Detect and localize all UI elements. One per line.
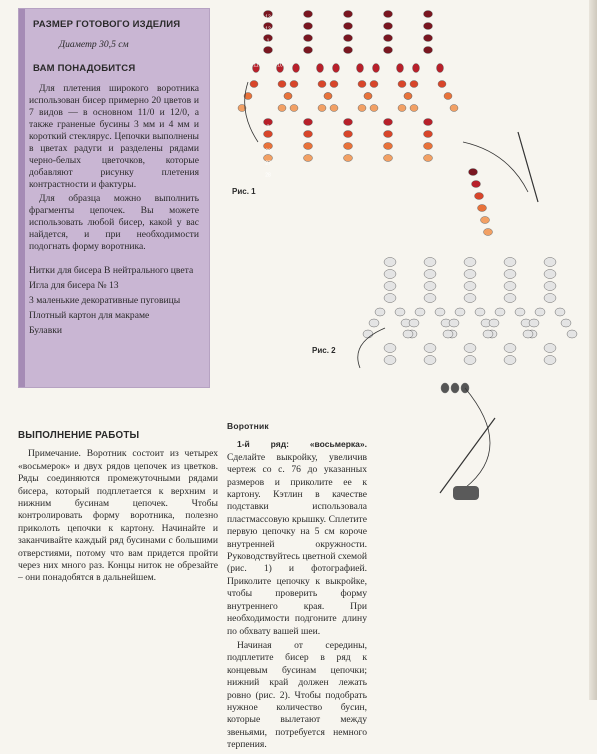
figure-1-label: Рис. 1 bbox=[232, 187, 256, 196]
bead bbox=[384, 356, 396, 365]
bead bbox=[544, 344, 556, 353]
materials-list-item: Игла для бисера № 13 bbox=[29, 280, 119, 291]
bead bbox=[451, 383, 459, 393]
materials-sidebar bbox=[18, 8, 210, 388]
bead bbox=[483, 330, 493, 338]
bead bbox=[504, 258, 516, 267]
bead bbox=[324, 93, 332, 100]
bead bbox=[250, 81, 258, 88]
bead bbox=[529, 319, 539, 327]
materials-paragraph-2: Для образца можно выполнить фрагменты цепочек. Вы можете использовать любой бисер, какой у вас найдется, и при необходимости подогнать форму воротника. bbox=[29, 193, 199, 252]
bead bbox=[278, 81, 286, 88]
bead bbox=[363, 330, 373, 338]
bead bbox=[344, 131, 353, 138]
collar-heading: Воротник bbox=[227, 421, 269, 431]
instructions-column bbox=[18, 430, 218, 587]
bead bbox=[504, 294, 516, 303]
bead bbox=[344, 35, 353, 42]
materials-list bbox=[29, 265, 199, 337]
bead bbox=[443, 330, 453, 338]
bead bbox=[344, 47, 353, 54]
bead bbox=[410, 105, 418, 112]
bead bbox=[358, 105, 366, 112]
collar-paragraph-2: Начиная от середины, подплетите бисер в ряд к концевым бусинам цепочки; нижний край должен лежать ровно (рис. 2). Чтобы подобрать нужное количество бусин, которые вылетают между звеньями, потребуется немного терпения. bbox=[227, 639, 367, 751]
bead bbox=[472, 181, 481, 188]
bead bbox=[410, 81, 418, 88]
page-gutter bbox=[589, 0, 597, 700]
bead bbox=[318, 105, 326, 112]
bead bbox=[435, 308, 445, 316]
bead bbox=[304, 35, 313, 42]
bead bbox=[304, 143, 313, 150]
bead bbox=[333, 64, 340, 73]
bead bbox=[424, 23, 433, 30]
bead bbox=[358, 81, 366, 88]
figure-1-beads bbox=[238, 11, 493, 236]
bead bbox=[304, 23, 313, 30]
materials-list-item: 3 маленькие декоративные пуговицы bbox=[29, 295, 181, 306]
bead bbox=[364, 93, 372, 100]
bead bbox=[484, 229, 493, 236]
needle-icon bbox=[440, 418, 495, 493]
bead-number-label: 10 bbox=[277, 62, 283, 69]
bead bbox=[278, 105, 286, 112]
bead-number-label: 13 bbox=[265, 14, 271, 21]
bead bbox=[567, 330, 577, 338]
bead bbox=[344, 155, 353, 162]
bead bbox=[413, 64, 420, 73]
bead-number-label: 12 bbox=[265, 26, 271, 33]
bead bbox=[384, 294, 396, 303]
bead bbox=[304, 131, 313, 138]
bead bbox=[424, 258, 436, 267]
bead bbox=[424, 143, 433, 150]
dark-bead bbox=[453, 486, 479, 500]
bead bbox=[544, 258, 556, 267]
row-label: 1-й ряд: «восьмерка». bbox=[237, 439, 367, 450]
figure-2-beads bbox=[363, 258, 577, 394]
collar-column bbox=[227, 420, 367, 754]
bead bbox=[424, 294, 436, 303]
bead bbox=[464, 270, 476, 279]
bead bbox=[489, 319, 499, 327]
bead bbox=[384, 258, 396, 267]
bead bbox=[384, 344, 396, 353]
bead bbox=[384, 282, 396, 291]
bead bbox=[424, 356, 436, 365]
bead bbox=[444, 93, 452, 100]
bead bbox=[504, 344, 516, 353]
bead bbox=[397, 64, 404, 73]
bead bbox=[357, 64, 364, 73]
bead bbox=[375, 308, 385, 316]
figure-1-bead-diagram bbox=[218, 2, 548, 262]
bead bbox=[384, 23, 393, 30]
bead bbox=[290, 81, 298, 88]
figure-2-label: Рис. 2 bbox=[312, 346, 336, 355]
bead bbox=[409, 319, 419, 327]
bead bbox=[330, 81, 338, 88]
bead bbox=[404, 93, 412, 100]
bead bbox=[424, 47, 433, 54]
bead bbox=[318, 81, 326, 88]
bead bbox=[424, 282, 436, 291]
sidebar-accent-bar bbox=[19, 9, 25, 387]
bead bbox=[424, 131, 433, 138]
bead bbox=[398, 105, 406, 112]
bead bbox=[449, 319, 459, 327]
bead bbox=[469, 169, 478, 176]
materials-list-item: Нитки для бисера В нейтрального цвета bbox=[29, 265, 194, 276]
figure-1-number-labels bbox=[253, 15, 283, 179]
thread-line bbox=[465, 388, 490, 488]
bead bbox=[544, 294, 556, 303]
bead bbox=[330, 105, 338, 112]
bead bbox=[424, 270, 436, 279]
bead-number-label: 11 bbox=[253, 62, 259, 69]
bead bbox=[415, 308, 425, 316]
bead-number-label: 26 bbox=[265, 148, 271, 155]
bead bbox=[304, 11, 313, 18]
bead bbox=[478, 205, 487, 212]
bead bbox=[424, 155, 433, 162]
diameter-text: Диаметр 30,5 см bbox=[59, 39, 129, 50]
bead bbox=[544, 282, 556, 291]
bead bbox=[475, 308, 485, 316]
instructions-heading: ВЫПОЛНЕНИЕ РАБОТЫ bbox=[18, 430, 140, 441]
size-title: РАЗМЕР ГОТОВОГО ИЗДЕЛИЯ bbox=[33, 19, 181, 30]
bead-number-label: 28 bbox=[265, 172, 271, 179]
bead bbox=[515, 308, 525, 316]
bead-number-label: 1 bbox=[266, 38, 270, 45]
bead bbox=[504, 282, 516, 291]
bead bbox=[544, 270, 556, 279]
bead bbox=[504, 270, 516, 279]
collar-paragraph-1-text: Сделайте выкройку, увеличив чертеж со с. 76 до указанных размеров и приколите ее к картону. Кэтлин в качестве подставки использовала пластмассовую крышку. Сплетите первую цепочку на 5 см короче внутренней окружности. Руководствуйтесь цветной схемой (рис. 1) и фотографией. Приколите цепочку к выкройке, чтобы проверить форму внутреннего края. При необходимости подгоните длину по обхвату вашей шеи. bbox=[227, 451, 367, 637]
bead bbox=[561, 319, 571, 327]
bead bbox=[369, 319, 379, 327]
bead bbox=[384, 131, 393, 138]
bead bbox=[373, 64, 380, 73]
bead bbox=[264, 47, 273, 54]
bead bbox=[344, 23, 353, 30]
bead bbox=[455, 308, 465, 316]
bead bbox=[464, 258, 476, 267]
materials-list-item: Плотный картон для макраме bbox=[29, 310, 150, 321]
bead bbox=[304, 155, 313, 162]
instructions-paragraph: Примечание. Воротник состоит из четырех «восьмерок» и двух рядов цепочек из цветков. Ряды соединяются промежуточными рядами бисера, который подплетается к верхним и нижним бусинам цепочек. Чтобы контролировать форму воротника, полезно приколоть цепочки к картону. Начинайте и заканчивайте каждый ряд бусинами с большими отверстиями, потому что вам придется пройти через них много раз. Концы ниток не обрезайте – они понадобятся в дальнейшем. bbox=[18, 448, 218, 584]
bead bbox=[464, 294, 476, 303]
bead bbox=[464, 356, 476, 365]
bead bbox=[304, 47, 313, 54]
bead bbox=[504, 356, 516, 365]
bead bbox=[317, 64, 324, 73]
bead bbox=[384, 155, 393, 162]
bead bbox=[344, 143, 353, 150]
bead bbox=[284, 93, 292, 100]
bead bbox=[424, 119, 433, 126]
figure-2-bead-diagram bbox=[345, 248, 595, 523]
bead bbox=[424, 11, 433, 18]
bead bbox=[450, 105, 458, 112]
bead bbox=[304, 119, 313, 126]
bead bbox=[384, 11, 393, 18]
bead bbox=[395, 308, 405, 316]
bead bbox=[370, 81, 378, 88]
bead bbox=[384, 119, 393, 126]
bead bbox=[437, 64, 444, 73]
bead bbox=[464, 344, 476, 353]
bead bbox=[495, 308, 505, 316]
bead bbox=[424, 344, 436, 353]
bead-number-label: 27 bbox=[265, 160, 271, 167]
collar-paragraph-1 bbox=[227, 438, 367, 638]
bead bbox=[384, 35, 393, 42]
bead bbox=[384, 270, 396, 279]
bead bbox=[424, 35, 433, 42]
bead bbox=[344, 119, 353, 126]
bead bbox=[344, 11, 353, 18]
materials-title: ВАМ ПОНАДОБИТСЯ bbox=[33, 63, 136, 74]
bead bbox=[481, 217, 490, 224]
bead bbox=[293, 64, 300, 73]
bead bbox=[290, 105, 298, 112]
materials-paragraph-1: Для плетения широкого воротника использован бисер примерно 20 цветов и 7 видов — в основном 11/0 и 12/0, а также граненые бусины 3 мм и 4 мм и короткий стеклярус. Цепочки выполнены в цветах радуги и разделены рядами черно-белых цветочков, которые добавляют рисунку плетения контрастности и фактуры. bbox=[29, 83, 199, 190]
bead bbox=[441, 383, 449, 393]
thread-line bbox=[245, 82, 258, 142]
bead bbox=[555, 308, 565, 316]
bead bbox=[264, 131, 273, 138]
bead bbox=[464, 282, 476, 291]
bead bbox=[535, 308, 545, 316]
bead bbox=[523, 330, 533, 338]
bead bbox=[438, 81, 446, 88]
materials-list-item: Булавки bbox=[29, 325, 63, 336]
bead bbox=[403, 330, 413, 338]
bead bbox=[370, 105, 378, 112]
bead bbox=[384, 47, 393, 54]
bead bbox=[398, 81, 406, 88]
bead-number-label: 3 bbox=[266, 124, 270, 131]
bead bbox=[384, 143, 393, 150]
bead bbox=[475, 193, 484, 200]
bead bbox=[544, 356, 556, 365]
